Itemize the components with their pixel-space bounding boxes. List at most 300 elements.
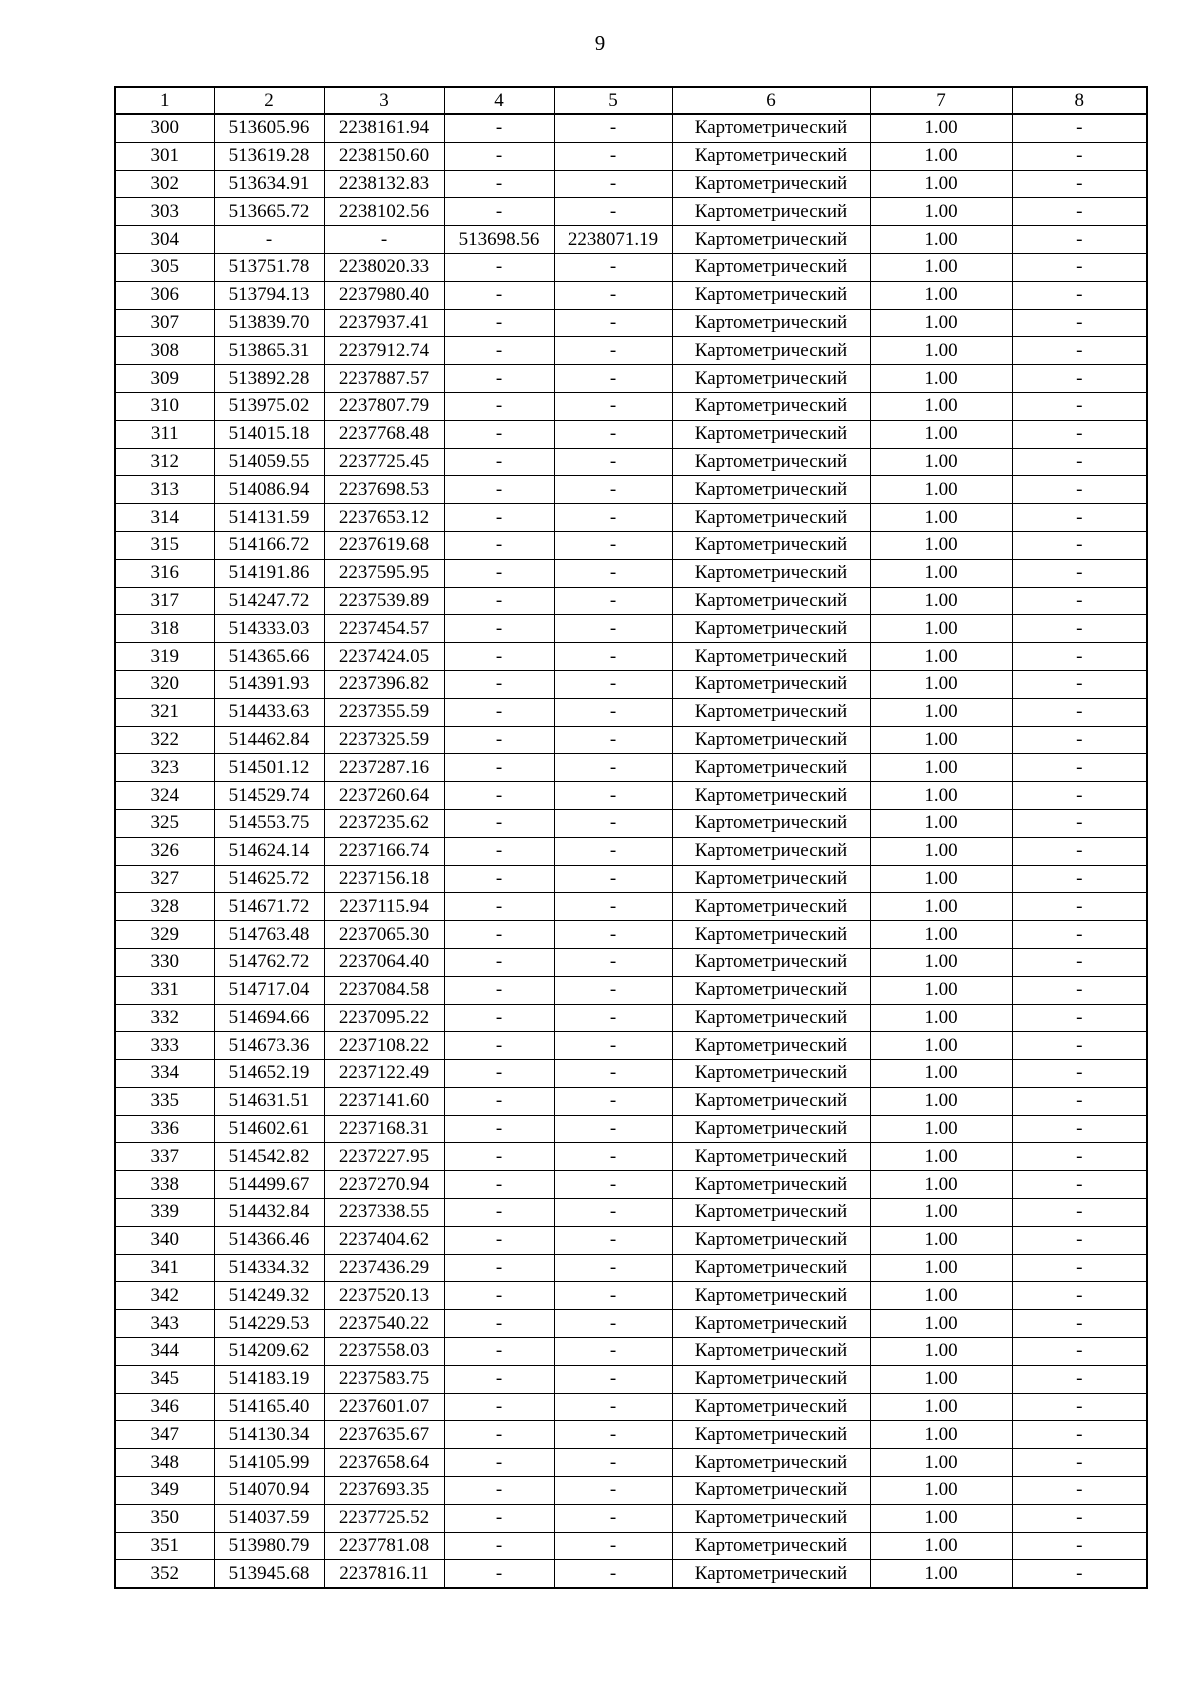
table-row [115,226,1147,254]
method-cell: Картометрический [672,921,870,949]
x-coordinate-cell: 514671.72 [214,893,324,921]
point-number-cell: 339 [115,1199,214,1227]
point-number-cell: 331 [115,976,214,1004]
point-number-cell: 346 [115,1393,214,1421]
x-new-coordinate-cell: - [444,1449,554,1477]
y-new-coordinate-cell: 2238071.19 [554,226,672,254]
table-row [115,198,1147,226]
method-cell: Картометрический [672,476,870,504]
point-number-cell: 308 [115,337,214,365]
x-coordinate-cell: 514166.72 [214,531,324,559]
x-new-coordinate-cell: - [444,754,554,782]
x-new-coordinate-cell: - [444,420,554,448]
accuracy-cell: 1.00 [870,1477,1012,1505]
x-coordinate-cell: 514209.62 [214,1338,324,1366]
x-coordinate-cell: 513980.79 [214,1532,324,1560]
x-coordinate-cell: 514131.59 [214,504,324,532]
x-coordinate-cell: - [214,226,324,254]
accuracy-cell: 1.00 [870,309,1012,337]
y-coordinate-cell: 2237454.57 [324,615,444,643]
accuracy-cell: 1.00 [870,643,1012,671]
x-new-coordinate-cell: - [444,698,554,726]
method-cell: Картометрический [672,615,870,643]
table-body [115,114,1147,1588]
table-row [115,670,1147,698]
y-new-coordinate-cell: - [554,476,672,504]
x-new-coordinate-cell: - [444,448,554,476]
y-new-coordinate-cell: - [554,365,672,393]
y-new-coordinate-cell: - [554,837,672,865]
point-number-cell: 327 [115,865,214,893]
y-new-coordinate-cell: - [554,392,672,420]
y-coordinate-cell: 2237084.58 [324,976,444,1004]
y-new-coordinate-cell: - [554,1365,672,1393]
y-coordinate-cell: 2237887.57 [324,365,444,393]
table-row [115,948,1147,976]
method-cell: Картометрический [672,1282,870,1310]
table-row [115,309,1147,337]
x-coordinate-cell: 514334.32 [214,1254,324,1282]
method-cell: Картометрический [672,587,870,615]
method-cell: Картометрический [672,809,870,837]
header-row [115,87,1147,114]
x-new-coordinate-cell: - [444,1060,554,1088]
x-new-coordinate-cell: - [444,1421,554,1449]
accuracy-cell: 1.00 [870,1004,1012,1032]
x-coordinate-cell: 514391.93 [214,670,324,698]
note-cell: - [1012,281,1147,309]
x-coordinate-cell: 514673.36 [214,1032,324,1060]
x-coordinate-cell: 514542.82 [214,1143,324,1171]
y-coordinate-cell: 2237520.13 [324,1282,444,1310]
x-new-coordinate-cell: - [444,976,554,1004]
x-coordinate-cell: 514059.55 [214,448,324,476]
y-new-coordinate-cell: - [554,1532,672,1560]
note-cell: - [1012,1143,1147,1171]
y-coordinate-cell: 2237816.11 [324,1560,444,1588]
x-new-coordinate-cell: - [444,1115,554,1143]
table-row [115,865,1147,893]
y-new-coordinate-cell: - [554,782,672,810]
x-new-coordinate-cell: - [444,1310,554,1338]
x-new-coordinate-cell: - [444,921,554,949]
table-row [115,1449,1147,1477]
x-coordinate-cell: 514432.84 [214,1199,324,1227]
y-new-coordinate-cell: - [554,531,672,559]
method-cell: Картометрический [672,1143,870,1171]
point-number-cell: 305 [115,253,214,281]
x-new-coordinate-cell: - [444,1393,554,1421]
table-row [115,1282,1147,1310]
note-cell: - [1012,448,1147,476]
note-cell: - [1012,782,1147,810]
x-coordinate-cell: 514602.61 [214,1115,324,1143]
accuracy-cell: 1.00 [870,1310,1012,1338]
table-row [115,837,1147,865]
x-new-coordinate-cell: - [444,948,554,976]
y-coordinate-cell: 2237424.05 [324,643,444,671]
method-cell: Картометрический [672,281,870,309]
accuracy-cell: 1.00 [870,504,1012,532]
accuracy-cell: 1.00 [870,448,1012,476]
table-row [115,1254,1147,1282]
y-new-coordinate-cell: - [554,1171,672,1199]
y-coordinate-cell: 2237540.22 [324,1310,444,1338]
x-coordinate-cell: 514229.53 [214,1310,324,1338]
y-new-coordinate-cell: - [554,1199,672,1227]
note-cell: - [1012,754,1147,782]
x-coordinate-cell: 514625.72 [214,865,324,893]
y-coordinate-cell: 2237937.41 [324,309,444,337]
table-row [115,337,1147,365]
table-row [115,1171,1147,1199]
y-new-coordinate-cell: - [554,1504,672,1532]
method-cell: Картометрический [672,309,870,337]
point-number-cell: 303 [115,198,214,226]
y-coordinate-cell: 2237404.62 [324,1226,444,1254]
table-row [115,754,1147,782]
y-coordinate-cell: 2237698.53 [324,476,444,504]
y-new-coordinate-cell: - [554,921,672,949]
accuracy-cell: 1.00 [870,1338,1012,1366]
y-new-coordinate-cell: - [554,643,672,671]
x-new-coordinate-cell: - [444,114,554,142]
x-new-coordinate-cell: - [444,1282,554,1310]
accuracy-cell: 1.00 [870,1421,1012,1449]
table-row [115,1087,1147,1115]
note-cell: - [1012,114,1147,142]
accuracy-cell: 1.00 [870,198,1012,226]
note-cell: - [1012,643,1147,671]
x-new-coordinate-cell: - [444,615,554,643]
y-coordinate-cell: - [324,226,444,254]
note-cell: - [1012,1199,1147,1227]
y-new-coordinate-cell: - [554,1087,672,1115]
x-coordinate-cell: 514763.48 [214,921,324,949]
table-row [115,1504,1147,1532]
note-cell: - [1012,1004,1147,1032]
x-coordinate-cell: 514037.59 [214,1504,324,1532]
x-coordinate-cell: 514499.67 [214,1171,324,1199]
x-new-coordinate-cell: - [444,1254,554,1282]
note-cell: - [1012,1532,1147,1560]
x-coordinate-cell: 514501.12 [214,754,324,782]
y-coordinate-cell: 2237108.22 [324,1032,444,1060]
note-cell: - [1012,170,1147,198]
y-new-coordinate-cell: - [554,976,672,1004]
table-row [115,504,1147,532]
method-cell: Картометрический [672,253,870,281]
accuracy-cell: 1.00 [870,837,1012,865]
point-number-cell: 330 [115,948,214,976]
note-cell: - [1012,1282,1147,1310]
point-number-cell: 306 [115,281,214,309]
x-new-coordinate-cell: - [444,1171,554,1199]
accuracy-cell: 1.00 [870,142,1012,170]
x-new-coordinate-cell: - [444,809,554,837]
y-coordinate-cell: 2237658.64 [324,1449,444,1477]
x-coordinate-cell: 513619.28 [214,142,324,170]
accuracy-cell: 1.00 [870,253,1012,281]
accuracy-cell: 1.00 [870,1032,1012,1060]
x-new-coordinate-cell: - [444,782,554,810]
note-cell: - [1012,1226,1147,1254]
x-new-coordinate-cell: - [444,1032,554,1060]
y-new-coordinate-cell: - [554,587,672,615]
accuracy-cell: 1.00 [870,1449,1012,1477]
method-cell: Картометрический [672,1421,870,1449]
note-cell: - [1012,504,1147,532]
x-new-coordinate-cell: - [444,365,554,393]
table-row [115,1393,1147,1421]
table-row [115,476,1147,504]
column-header-2: 2 [214,87,324,114]
note-cell: - [1012,809,1147,837]
method-cell: Картометрический [672,559,870,587]
accuracy-cell: 1.00 [870,531,1012,559]
x-new-coordinate-cell: - [444,253,554,281]
y-coordinate-cell: 2237807.79 [324,392,444,420]
x-new-coordinate-cell: - [444,1365,554,1393]
x-coordinate-cell: 514247.72 [214,587,324,615]
point-number-cell: 315 [115,531,214,559]
table-row [115,643,1147,671]
table-row [115,1115,1147,1143]
note-cell: - [1012,587,1147,615]
method-cell: Картометрический [672,754,870,782]
note-cell: - [1012,1087,1147,1115]
point-number-cell: 322 [115,726,214,754]
y-new-coordinate-cell: - [554,726,672,754]
y-coordinate-cell: 2237338.55 [324,1199,444,1227]
accuracy-cell: 1.00 [870,281,1012,309]
table-row [115,1338,1147,1366]
accuracy-cell: 1.00 [870,1060,1012,1088]
x-coordinate-cell: 514191.86 [214,559,324,587]
x-new-coordinate-cell: - [444,726,554,754]
method-cell: Картометрический [672,1060,870,1088]
method-cell: Картометрический [672,643,870,671]
method-cell: Картометрический [672,726,870,754]
method-cell: Картометрический [672,337,870,365]
accuracy-cell: 1.00 [870,893,1012,921]
page-number: 9 [594,31,606,55]
y-new-coordinate-cell: - [554,1226,672,1254]
note-cell: - [1012,253,1147,281]
accuracy-cell: 1.00 [870,226,1012,254]
note-cell: - [1012,226,1147,254]
note-cell: - [1012,142,1147,170]
x-coordinate-cell: 514694.66 [214,1004,324,1032]
point-number-cell: 319 [115,643,214,671]
table-row [115,531,1147,559]
point-number-cell: 348 [115,1449,214,1477]
column-header-8: 8 [1012,87,1147,114]
note-cell: - [1012,1310,1147,1338]
note-cell: - [1012,1365,1147,1393]
accuracy-cell: 1.00 [870,1365,1012,1393]
table-row [115,1032,1147,1060]
method-cell: Картометрический [672,1393,870,1421]
y-coordinate-cell: 2237601.07 [324,1393,444,1421]
note-cell: - [1012,726,1147,754]
y-new-coordinate-cell: - [554,281,672,309]
y-coordinate-cell: 2237781.08 [324,1532,444,1560]
accuracy-cell: 1.00 [870,754,1012,782]
y-coordinate-cell: 2237725.52 [324,1504,444,1532]
y-coordinate-cell: 2237725.45 [324,448,444,476]
note-cell: - [1012,476,1147,504]
point-number-cell: 314 [115,504,214,532]
method-cell: Картометрический [672,1449,870,1477]
accuracy-cell: 1.00 [870,726,1012,754]
point-number-cell: 317 [115,587,214,615]
table-row [115,1004,1147,1032]
y-new-coordinate-cell: - [554,142,672,170]
accuracy-cell: 1.00 [870,170,1012,198]
x-coordinate-cell: 514015.18 [214,420,324,448]
point-number-cell: 310 [115,392,214,420]
y-new-coordinate-cell: - [554,893,672,921]
x-coordinate-cell: 514462.84 [214,726,324,754]
method-cell: Картометрический [672,531,870,559]
x-coordinate-cell: 513634.91 [214,170,324,198]
y-new-coordinate-cell: - [554,809,672,837]
method-cell: Картометрический [672,1560,870,1588]
y-coordinate-cell: 2237287.16 [324,754,444,782]
table-row [115,893,1147,921]
method-cell: Картометрический [672,837,870,865]
column-header-6: 6 [672,87,870,114]
x-coordinate-cell: 514631.51 [214,1087,324,1115]
point-number-cell: 316 [115,559,214,587]
method-cell: Картометрический [672,1032,870,1060]
x-new-coordinate-cell: - [444,337,554,365]
note-cell: - [1012,1393,1147,1421]
method-cell: Картометрический [672,170,870,198]
accuracy-cell: 1.00 [870,1087,1012,1115]
accuracy-cell: 1.00 [870,365,1012,393]
x-new-coordinate-cell: - [444,504,554,532]
point-number-cell: 347 [115,1421,214,1449]
y-new-coordinate-cell: - [554,559,672,587]
x-new-coordinate-cell: - [444,531,554,559]
table-row [115,448,1147,476]
accuracy-cell: 1.00 [870,615,1012,643]
method-cell: Картометрический [672,1310,870,1338]
point-number-cell: 301 [115,142,214,170]
x-new-coordinate-cell: - [444,309,554,337]
x-new-coordinate-cell: - [444,1087,554,1115]
x-coordinate-cell: 513605.96 [214,114,324,142]
table-row [115,809,1147,837]
note-cell: - [1012,1560,1147,1588]
point-number-cell: 304 [115,226,214,254]
note-cell: - [1012,531,1147,559]
x-new-coordinate-cell: - [444,1504,554,1532]
y-new-coordinate-cell: - [554,1032,672,1060]
method-cell: Картометрический [672,1477,870,1505]
y-coordinate-cell: 2237235.62 [324,809,444,837]
method-cell: Картометрический [672,504,870,532]
accuracy-cell: 1.00 [870,670,1012,698]
method-cell: Картометрический [672,782,870,810]
note-cell: - [1012,1115,1147,1143]
point-number-cell: 318 [115,615,214,643]
point-number-cell: 350 [115,1504,214,1532]
y-new-coordinate-cell: - [554,448,672,476]
table-row [115,726,1147,754]
y-new-coordinate-cell: - [554,1282,672,1310]
note-cell: - [1012,1254,1147,1282]
method-cell: Картометрический [672,698,870,726]
note-cell: - [1012,1449,1147,1477]
table-row [115,253,1147,281]
y-coordinate-cell: 2237156.18 [324,865,444,893]
y-coordinate-cell: 2237595.95 [324,559,444,587]
point-number-cell: 336 [115,1115,214,1143]
point-number-cell: 312 [115,448,214,476]
point-number-cell: 309 [115,365,214,393]
note-cell: - [1012,309,1147,337]
y-new-coordinate-cell: - [554,1254,672,1282]
y-coordinate-cell: 2238102.56 [324,198,444,226]
x-new-coordinate-cell: - [444,1143,554,1171]
accuracy-cell: 1.00 [870,1115,1012,1143]
y-coordinate-cell: 2238132.83 [324,170,444,198]
point-number-cell: 351 [115,1532,214,1560]
x-new-coordinate-cell: - [444,281,554,309]
point-number-cell: 328 [115,893,214,921]
point-number-cell: 338 [115,1171,214,1199]
method-cell: Картометрический [672,142,870,170]
x-coordinate-cell: 514762.72 [214,948,324,976]
table-row [115,420,1147,448]
point-number-cell: 341 [115,1254,214,1282]
y-new-coordinate-cell: - [554,337,672,365]
accuracy-cell: 1.00 [870,865,1012,893]
method-cell: Картометрический [672,1226,870,1254]
point-number-cell: 326 [115,837,214,865]
x-new-coordinate-cell: 513698.56 [444,226,554,254]
method-cell: Картометрический [672,865,870,893]
x-new-coordinate-cell: - [444,865,554,893]
note-cell: - [1012,1504,1147,1532]
note-cell: - [1012,1060,1147,1088]
x-new-coordinate-cell: - [444,587,554,615]
method-cell: Картометрический [672,114,870,142]
table-row [115,1532,1147,1560]
accuracy-cell: 1.00 [870,948,1012,976]
accuracy-cell: 1.00 [870,921,1012,949]
x-new-coordinate-cell: - [444,170,554,198]
point-number-cell: 333 [115,1032,214,1060]
table-row [115,615,1147,643]
y-coordinate-cell: 2237396.82 [324,670,444,698]
y-new-coordinate-cell: - [554,170,672,198]
x-new-coordinate-cell: - [444,1226,554,1254]
x-new-coordinate-cell: - [444,643,554,671]
x-new-coordinate-cell: - [444,1560,554,1588]
method-cell: Картометрический [672,365,870,393]
y-coordinate-cell: 2237141.60 [324,1087,444,1115]
y-new-coordinate-cell: - [554,1338,672,1366]
accuracy-cell: 1.00 [870,587,1012,615]
y-coordinate-cell: 2237115.94 [324,893,444,921]
point-number-cell: 323 [115,754,214,782]
note-cell: - [1012,865,1147,893]
x-coordinate-cell: 514365.66 [214,643,324,671]
